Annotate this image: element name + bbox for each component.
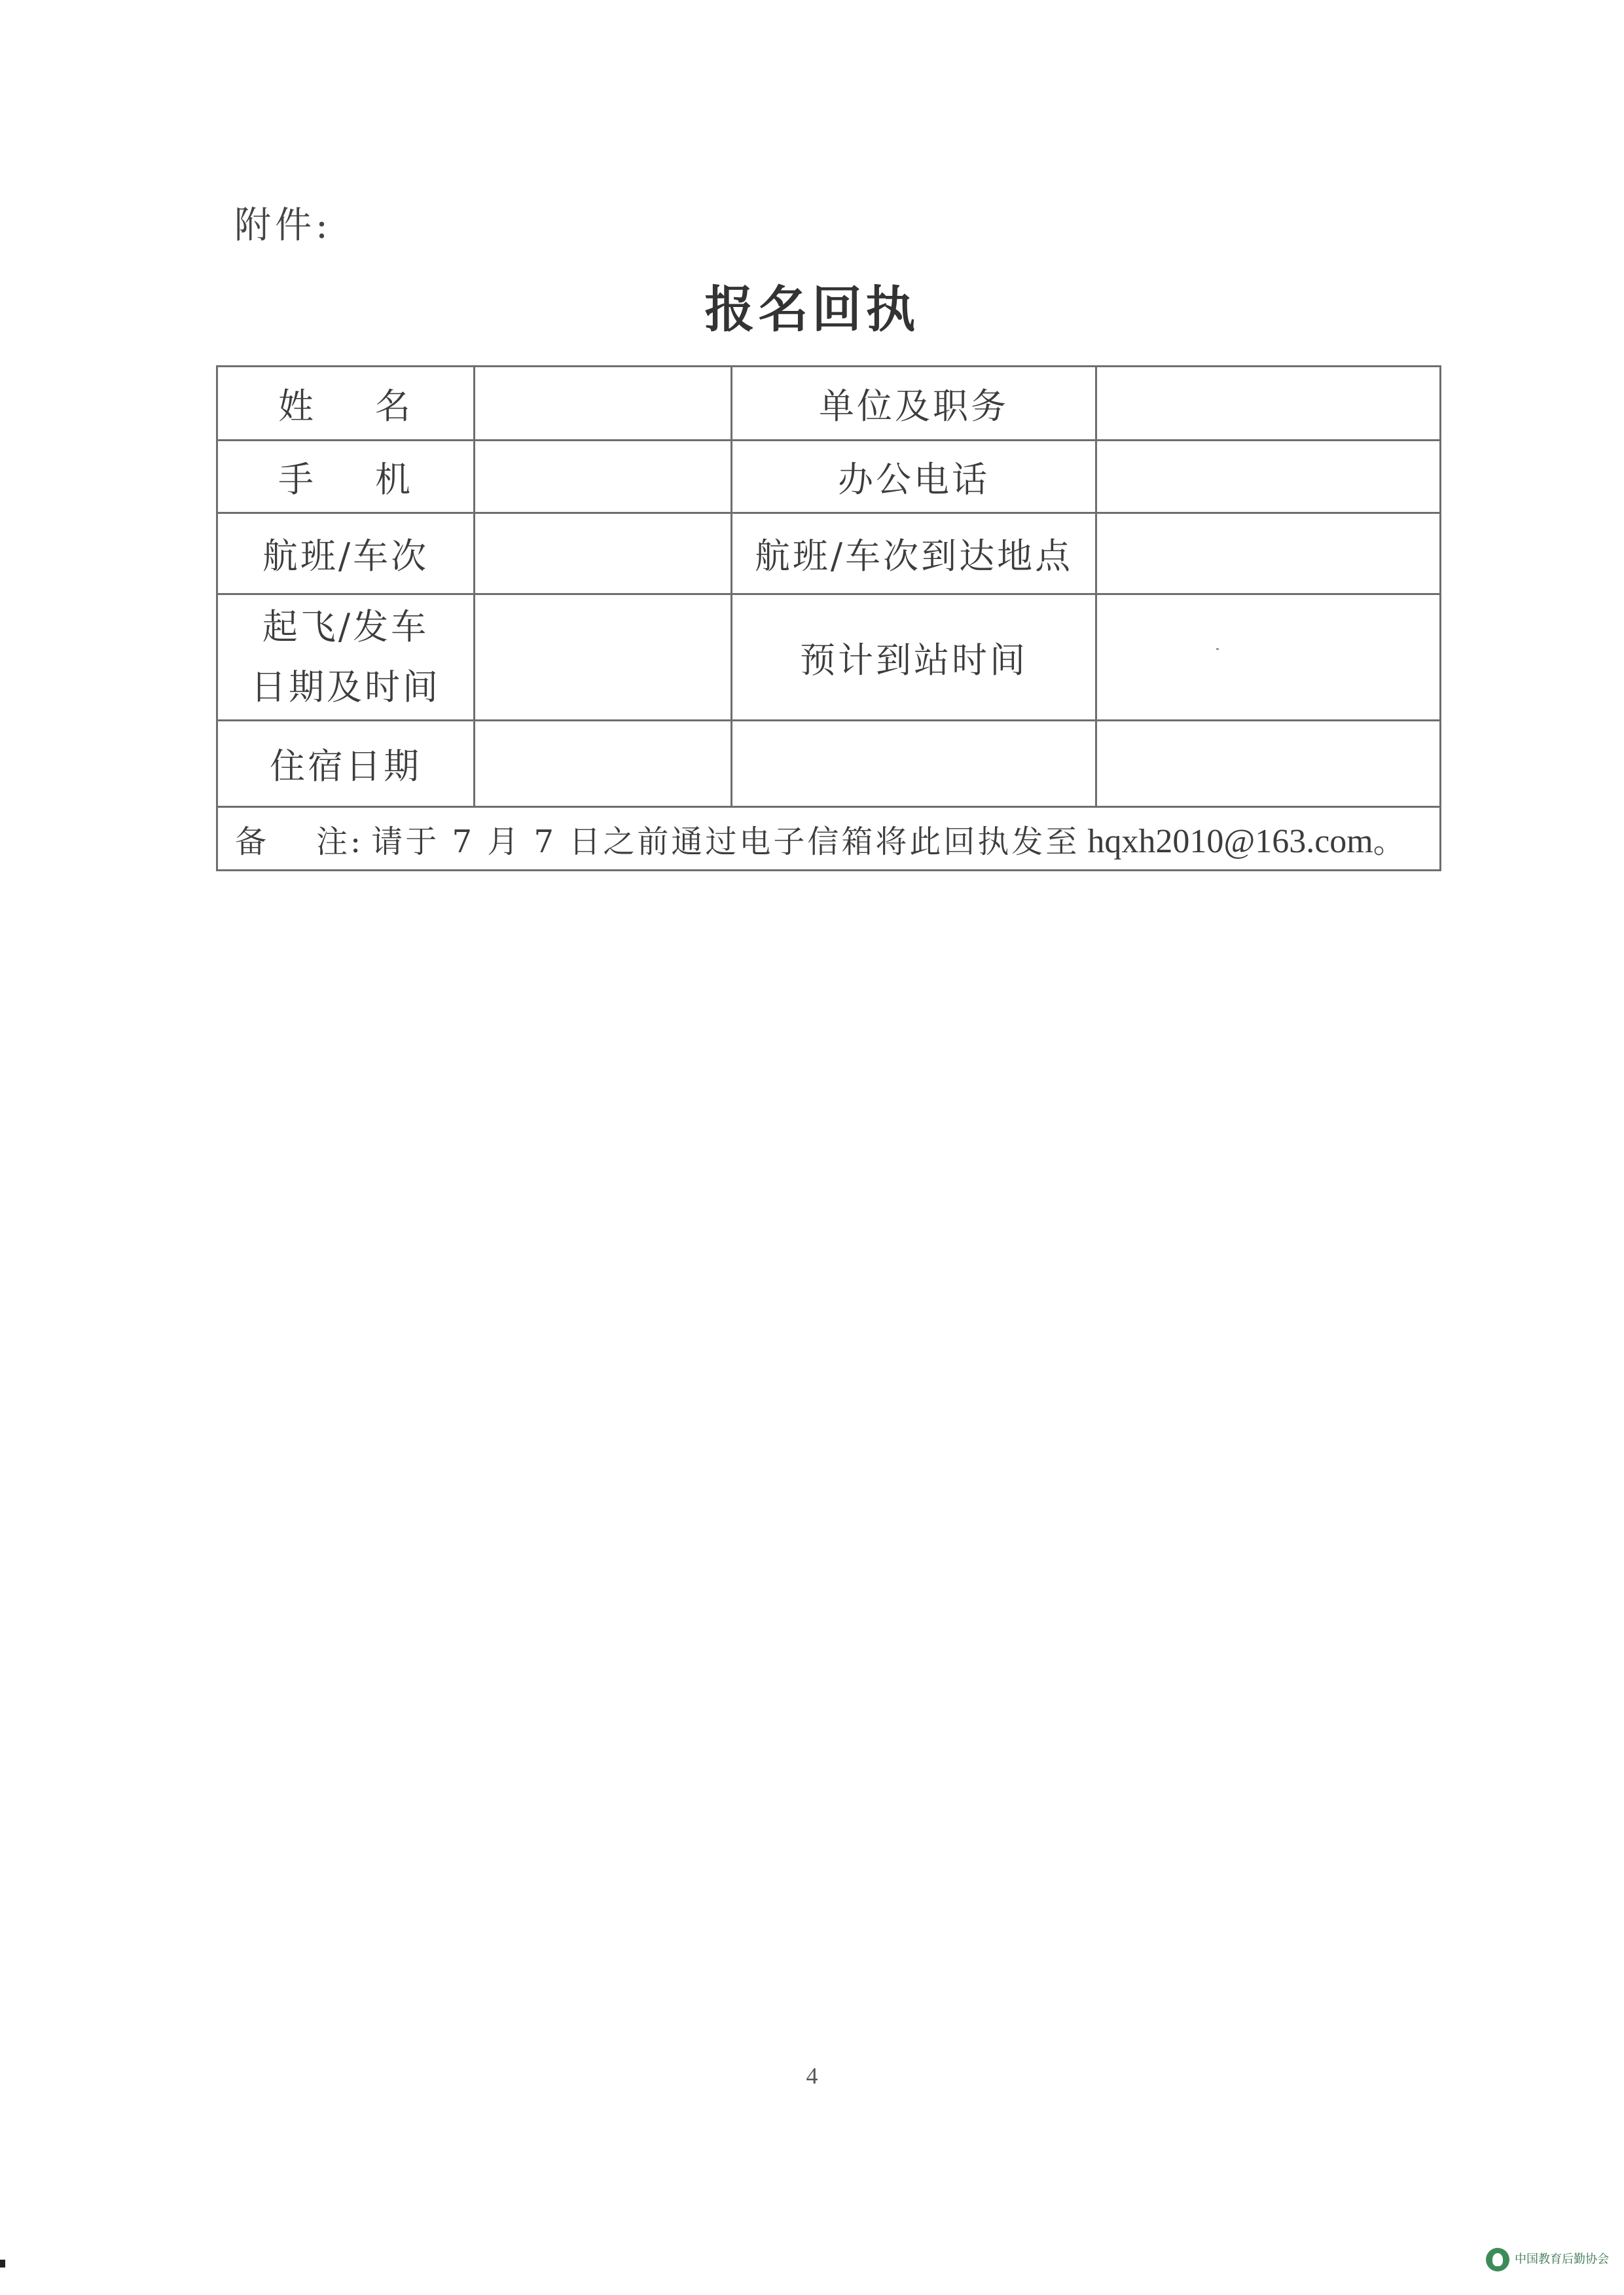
note-label-first: 备 <box>235 823 270 860</box>
name-label-first: 姓 <box>278 385 316 427</box>
office-phone-label-cell: 办公电话 <box>732 441 1096 513</box>
note-cell <box>217 807 1441 871</box>
attachment-label: 附件: <box>234 204 332 247</box>
flight-value-cell[interactable] <box>475 513 732 594</box>
mobile-label-cell <box>217 441 475 513</box>
departure-label-line1: 起飞/发车 <box>262 606 429 647</box>
note-email-link[interactable]: hqxh2010@163.com <box>1087 822 1373 860</box>
name-label-cell <box>217 367 475 441</box>
arrival-place-value-cell[interactable] <box>1096 513 1441 594</box>
departure-label-cell <box>217 594 475 721</box>
mobile-label-first: 手 <box>278 458 316 500</box>
table-row <box>217 513 1441 594</box>
scan-speck <box>1216 648 1219 650</box>
eta-label-cell: 预计到站时间 <box>732 594 1096 721</box>
mobile-value-cell[interactable] <box>475 441 732 513</box>
mobile-label-second: 机 <box>375 458 413 500</box>
footer-logo-text: 中国教育后勤协会 <box>1515 2252 1609 2266</box>
registration-form-table <box>216 365 1441 871</box>
arrival-place-label-cell: 航班/车次到达地点 <box>732 513 1096 594</box>
unit-label-cell: 单位及职务 <box>732 367 1096 441</box>
footer-logo <box>1486 2245 1617 2274</box>
departure-value-cell[interactable] <box>475 594 732 721</box>
name-label-second: 名 <box>375 385 413 427</box>
note-end: 。 <box>1373 823 1407 860</box>
eta-value-cell[interactable] <box>1096 594 1441 721</box>
lodging-value-cell-2[interactable] <box>732 721 1096 807</box>
table-row <box>217 441 1441 513</box>
table-row <box>217 367 1441 441</box>
table-row <box>217 721 1441 807</box>
lodging-label-cell: 住宿日期 <box>217 721 475 807</box>
unit-value-cell[interactable] <box>1096 367 1441 441</box>
lodging-value-cell-3[interactable] <box>1096 721 1441 807</box>
departure-label-line2: 日期及时间 <box>251 666 441 708</box>
page-title: 报名回执 <box>704 280 920 338</box>
table-row <box>217 807 1441 871</box>
office-phone-value-cell[interactable] <box>1096 441 1441 513</box>
association-logo-icon <box>1486 2248 1509 2271</box>
note-label-second: 注: <box>316 823 364 860</box>
scan-edge-mark <box>0 2260 5 2268</box>
page-number: 4 <box>806 2063 818 2089</box>
lodging-value-cell-1[interactable] <box>475 721 732 807</box>
name-value-cell[interactable] <box>475 367 732 441</box>
table-row <box>217 594 1441 721</box>
note-text: 请于 7 月 7 日之前通过电子信箱将此回执发至 <box>371 823 1080 860</box>
flight-label-cell: 航班/车次 <box>217 513 475 594</box>
